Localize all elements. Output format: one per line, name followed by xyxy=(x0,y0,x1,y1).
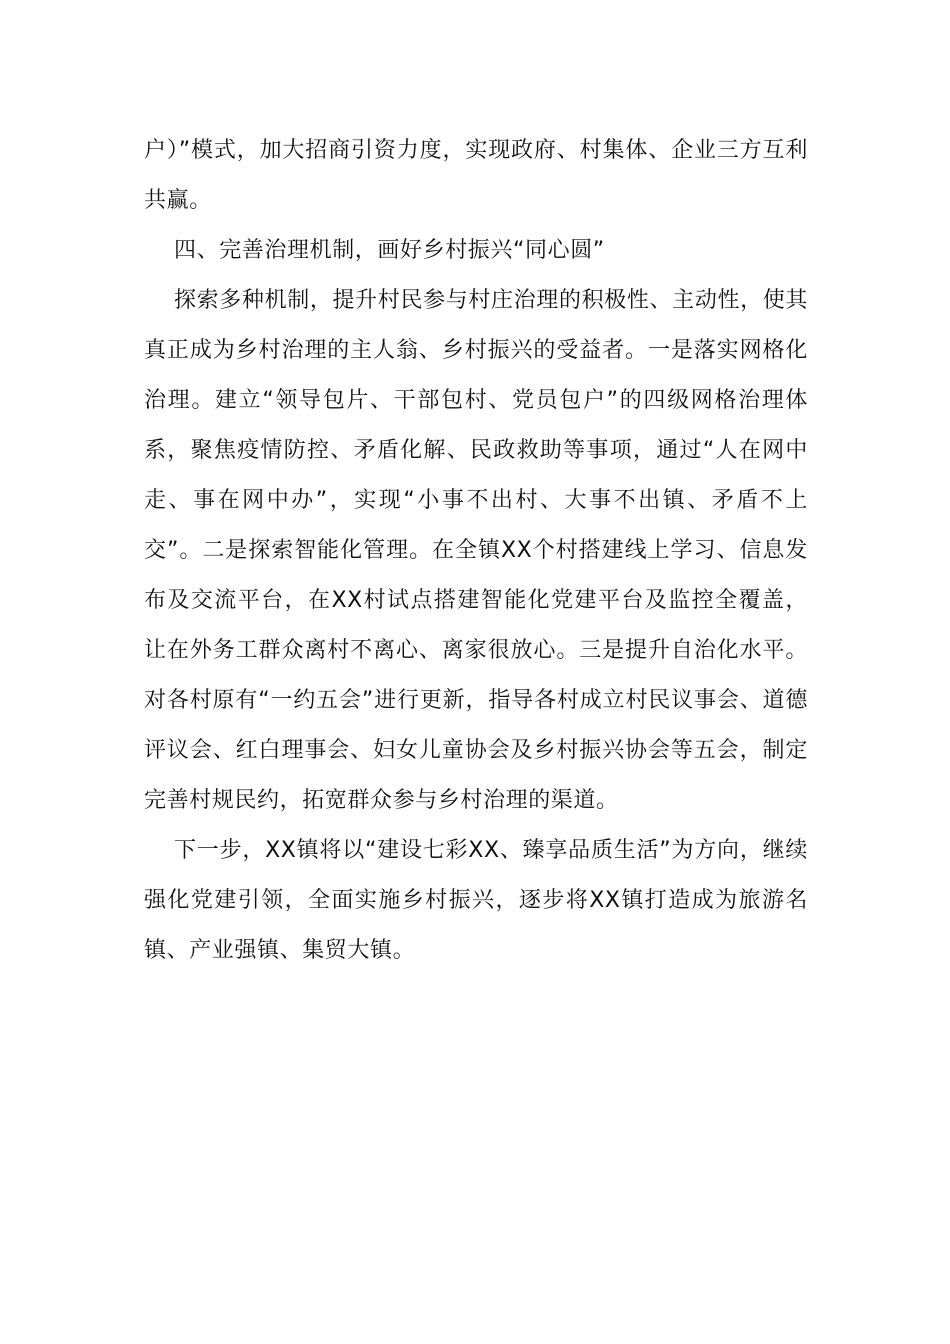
paragraph-continuation: 户）”模式，加大招商引资力度，实现政府、村集体、企业三方互利共赢。 xyxy=(144,138,808,213)
paragraph-governance: 探索多种机制，提升村民参与村庄治理的积极性、主动性，使其真正成为乡村治理的主人翁、乡村振兴的受益者。一是落实网格化治理。建立“领导包片、干部包村、党员包户”的四级网格治理体系，聚焦疫情防控、矛盾化解、民政救助等事项，通过“人在网中走、事在网中办”，实现“小事不出村、大事不出镇、矛盾不上交”。二是探索智能化管理。在全镇XX个村搭建线上学习、信息发布及交流平台，在XX村试点搭建智能化党建平台及监控全覆盖，让在外务工群众离村不离心、离家很放心。三是提升自治化水平。对各村原有“一约五会”进行更新，指导各村成立村民议事会、道德评议会、红白理事会、妇女儿童协会及乡村振兴协会等五会，制定完善村规民约，拓宽群众参与乡村治理的渠道。 xyxy=(144,288,808,813)
document-body xyxy=(144,126,808,976)
paragraph-next-steps: 下一步，XX镇将以“建设七彩XX、臻享品质生活”为方向，继续强化党建引领，全面实施乡村振兴，逐步将XX镇打造成为旅游名镇、产业强镇、集贸大镇。 xyxy=(144,838,808,963)
section-heading: 四、完善治理机制，画好乡村振兴“同心圆” xyxy=(174,238,605,263)
